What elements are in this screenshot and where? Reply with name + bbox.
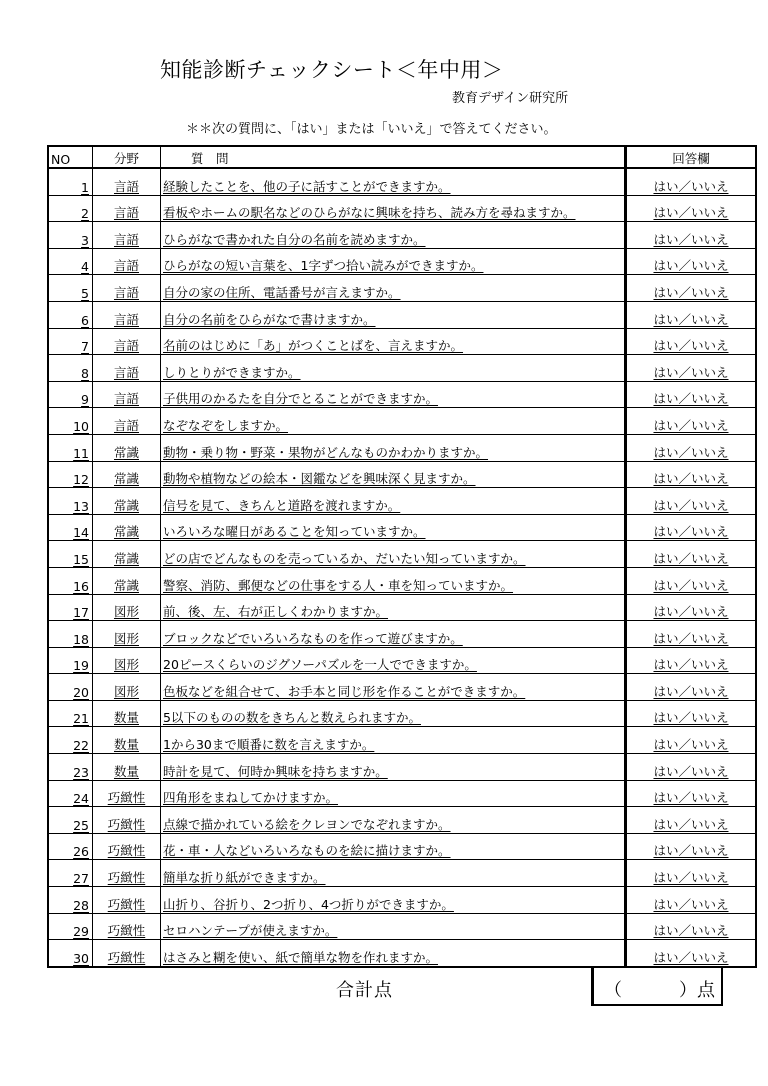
row-number: 30 — [48, 940, 93, 967]
table-row — [48, 780, 756, 807]
col-header-answer: 回答欄 — [626, 146, 757, 168]
row-number: 1 — [48, 168, 93, 195]
table-row — [48, 434, 756, 461]
row-category: 常識 — [93, 514, 161, 541]
row-question: いろいろな曜日があることを知っていますか。 — [161, 514, 626, 541]
row-category: 数量 — [93, 754, 161, 781]
row-category: 常識 — [93, 541, 161, 568]
row-question: 警察、消防、郵便などの仕事をする人・車を知っていますか。 — [161, 567, 626, 594]
row-answer-choice[interactable]: はい／いいえ — [626, 514, 757, 541]
row-answer-choice[interactable]: はい／いいえ — [626, 301, 757, 328]
row-answer-choice[interactable]: はい／いいえ — [626, 727, 757, 754]
row-question: ブロックなどでいろいろなものを作って遊びますか。 — [161, 621, 626, 648]
row-number: 10 — [48, 408, 93, 435]
row-answer-choice[interactable]: はい／いいえ — [626, 168, 757, 195]
row-number: 20 — [48, 674, 93, 701]
row-number: 6 — [48, 301, 93, 328]
row-answer-choice[interactable]: はい／いいえ — [626, 275, 757, 302]
table-row — [48, 621, 756, 648]
row-category: 言語 — [93, 222, 161, 249]
row-category: 言語 — [93, 195, 161, 222]
row-question: 子供用のかるたを自分でとることができますか。 — [161, 381, 626, 408]
row-question: 花・車・人などいろいろなものを絵に描けますか。 — [161, 833, 626, 860]
row-category: 常識 — [93, 461, 161, 488]
table-row — [48, 461, 756, 488]
row-number: 19 — [48, 647, 93, 674]
row-answer-choice[interactable]: はい／いいえ — [626, 567, 757, 594]
row-answer-choice[interactable]: はい／いいえ — [626, 913, 757, 940]
row-number: 7 — [48, 328, 93, 355]
row-question: 山折り、谷折り、2つ折り、4つ折りができますか。 — [161, 887, 626, 914]
row-question: ひらがなの短い言葉を、1字ずつ拾い読みができますか。 — [161, 248, 626, 275]
row-answer-choice[interactable]: はい／いいえ — [626, 248, 757, 275]
table-header-row — [48, 146, 756, 168]
row-question: 動物・乗り物・野菜・果物がどんなものかわかりますか。 — [161, 434, 626, 461]
row-answer-choice[interactable]: はい／いいえ — [626, 541, 757, 568]
table-row — [48, 833, 756, 860]
row-answer-choice[interactable]: はい／いいえ — [626, 222, 757, 249]
table-row — [48, 301, 756, 328]
row-number: 21 — [48, 700, 93, 727]
col-header-category: 分野 — [93, 146, 161, 168]
table-row — [48, 514, 756, 541]
instruction-text: ＊＊次の質問に、「はい」または「いいえ」で答えてください。 — [186, 122, 557, 137]
row-category: 言語 — [93, 355, 161, 382]
row-number: 25 — [48, 807, 93, 834]
table-row — [48, 328, 756, 355]
row-answer-choice[interactable]: はい／いいえ — [626, 594, 757, 621]
row-category: 図形 — [93, 594, 161, 621]
row-number: 2 — [48, 195, 93, 222]
row-number: 16 — [48, 567, 93, 594]
row-category: 言語 — [93, 168, 161, 195]
table-row — [48, 940, 756, 967]
table-row — [48, 674, 756, 701]
table-row — [48, 541, 756, 568]
row-question: 経験したことを、他の子に話すことができますか。 — [161, 168, 626, 195]
row-question: 点線で描かれている絵をクレヨンでなぞれますか。 — [161, 807, 626, 834]
row-question: 四角形をまねしてかけますか。 — [161, 780, 626, 807]
organization-name: 教育デザイン研究所 — [452, 91, 569, 106]
table-row — [48, 168, 756, 195]
row-category: 言語 — [93, 248, 161, 275]
col-header-question: 質 問 — [161, 146, 626, 168]
row-category: 言語 — [93, 301, 161, 328]
row-number: 4 — [48, 248, 93, 275]
table-row — [48, 647, 756, 674]
col-header-no: NO — [48, 146, 93, 168]
table-row — [48, 727, 756, 754]
row-category: 巧緻性 — [93, 940, 161, 967]
row-answer-choice[interactable]: はい／いいえ — [626, 754, 757, 781]
row-question: 前、後、左、右が正しくわかりますか。 — [161, 594, 626, 621]
row-number: 5 — [48, 275, 93, 302]
row-number: 12 — [48, 461, 93, 488]
total-open-paren: （ — [604, 980, 622, 1001]
row-question: 動物や植物などの絵本・図鑑などを興味深く見ますか。 — [161, 461, 626, 488]
row-answer-choice[interactable]: はい／いいえ — [626, 833, 757, 860]
row-number: 15 — [48, 541, 93, 568]
row-category: 言語 — [93, 381, 161, 408]
row-number: 17 — [48, 594, 93, 621]
total-label: 合計点 — [336, 980, 393, 1001]
table-body — [48, 168, 756, 967]
row-category: 図形 — [93, 647, 161, 674]
row-question: 名前のはじめに「あ」がつくことばを、言えますか。 — [161, 328, 626, 355]
table-row — [48, 248, 756, 275]
row-category: 数量 — [93, 700, 161, 727]
table-row — [48, 488, 756, 515]
row-category: 数量 — [93, 727, 161, 754]
row-category: 図形 — [93, 674, 161, 701]
row-question: はさみと糊を使い、紙で簡単な物を作れますか。 — [161, 940, 626, 967]
table-row — [48, 594, 756, 621]
row-question: 時計を見て、何時か興味を持ちますか。 — [161, 754, 626, 781]
row-answer-choice[interactable]: はい／いいえ — [626, 195, 757, 222]
row-category: 巧緻性 — [93, 780, 161, 807]
row-number: 27 — [48, 860, 93, 887]
row-question: 簡単な折り紙ができますか。 — [161, 860, 626, 887]
table-row — [48, 381, 756, 408]
row-number: 24 — [48, 780, 93, 807]
row-question: どの店でどんなものを売っているか、だいたい知っていますか。 — [161, 541, 626, 568]
row-question: 信号を見て、きちんと道路を渡れますか。 — [161, 488, 626, 515]
row-number: 11 — [48, 434, 93, 461]
row-answer-choice[interactable]: はい／いいえ — [626, 461, 757, 488]
row-number: 28 — [48, 887, 93, 914]
table-row — [48, 754, 756, 781]
row-answer-choice[interactable]: はい／いいえ — [626, 434, 757, 461]
row-answer-choice[interactable]: はい／いいえ — [626, 887, 757, 914]
row-answer-choice[interactable]: はい／いいえ — [626, 700, 757, 727]
row-answer-choice[interactable]: はい／いいえ — [626, 328, 757, 355]
row-question: 色板などを組合せて、お手本と同じ形を作ることができますか。 — [161, 674, 626, 701]
table-row — [48, 195, 756, 222]
row-answer-choice[interactable]: はい／いいえ — [626, 621, 757, 648]
table-row — [48, 887, 756, 914]
row-question: なぞなぞをしますか。 — [161, 408, 626, 435]
row-number: 3 — [48, 222, 93, 249]
sheet-title: 知能診断チェックシート＜年中用＞ — [160, 58, 504, 82]
row-question: 自分の家の住所、電話番号が言えますか。 — [161, 275, 626, 302]
checklist-table — [47, 145, 757, 968]
row-answer-choice[interactable]: はい／いいえ — [626, 674, 757, 701]
row-answer-choice[interactable]: はい／いいえ — [626, 807, 757, 834]
row-question: しりとりができますか。 — [161, 355, 626, 382]
table-row — [48, 222, 756, 249]
row-category: 言語 — [93, 275, 161, 302]
table-row — [48, 567, 756, 594]
row-number: 23 — [48, 754, 93, 781]
row-category: 巧緻性 — [93, 860, 161, 887]
row-answer-choice[interactable]: はい／いいえ — [626, 488, 757, 515]
table-row — [48, 275, 756, 302]
row-answer-choice[interactable]: はい／いいえ — [626, 940, 757, 967]
total-close-suffix: ）点 — [679, 980, 715, 1001]
row-category: 巧緻性 — [93, 887, 161, 914]
row-number: 8 — [48, 355, 93, 382]
table-row — [48, 408, 756, 435]
row-answer-choice[interactable]: はい／いいえ — [626, 647, 757, 674]
row-category: 巧緻性 — [93, 833, 161, 860]
row-question: ひらがなで書かれた自分の名前を読めますか。 — [161, 222, 626, 249]
row-category: 常識 — [93, 434, 161, 461]
row-category: 言語 — [93, 328, 161, 355]
row-number: 9 — [48, 381, 93, 408]
table-row — [48, 913, 756, 940]
table-row — [48, 355, 756, 382]
row-answer-choice[interactable]: はい／いいえ — [626, 860, 757, 887]
total-score-field[interactable] — [591, 966, 723, 1006]
row-category: 図形 — [93, 621, 161, 648]
row-category: 巧緻性 — [93, 807, 161, 834]
row-number: 18 — [48, 621, 93, 648]
row-question: 看板やホームの駅名などのひらがなに興味を持ち、読み方を尋ねますか。 — [161, 195, 626, 222]
row-category: 常識 — [93, 488, 161, 515]
table-row — [48, 807, 756, 834]
table-row — [48, 860, 756, 887]
row-number: 13 — [48, 488, 93, 515]
row-number: 14 — [48, 514, 93, 541]
row-number: 26 — [48, 833, 93, 860]
row-answer-choice[interactable]: はい／いいえ — [626, 381, 757, 408]
row-question: 1から30まで順番に数を言えますか。 — [161, 727, 626, 754]
row-question: 自分の名前をひらがなで書けますか。 — [161, 301, 626, 328]
row-number: 29 — [48, 913, 93, 940]
row-answer-choice[interactable]: はい／いいえ — [626, 408, 757, 435]
row-number: 22 — [48, 727, 93, 754]
row-category: 言語 — [93, 408, 161, 435]
row-question: セロハンテープが使えますか。 — [161, 913, 626, 940]
row-answer-choice[interactable]: はい／いいえ — [626, 780, 757, 807]
row-question: 5以下のものの数をきちんと数えられますか。 — [161, 700, 626, 727]
row-category: 巧緻性 — [93, 913, 161, 940]
row-answer-choice[interactable]: はい／いいえ — [626, 355, 757, 382]
row-category: 常識 — [93, 567, 161, 594]
table-row — [48, 700, 756, 727]
row-question: 20ピースくらいのジグソーパズルを一人でできますか。 — [161, 647, 626, 674]
